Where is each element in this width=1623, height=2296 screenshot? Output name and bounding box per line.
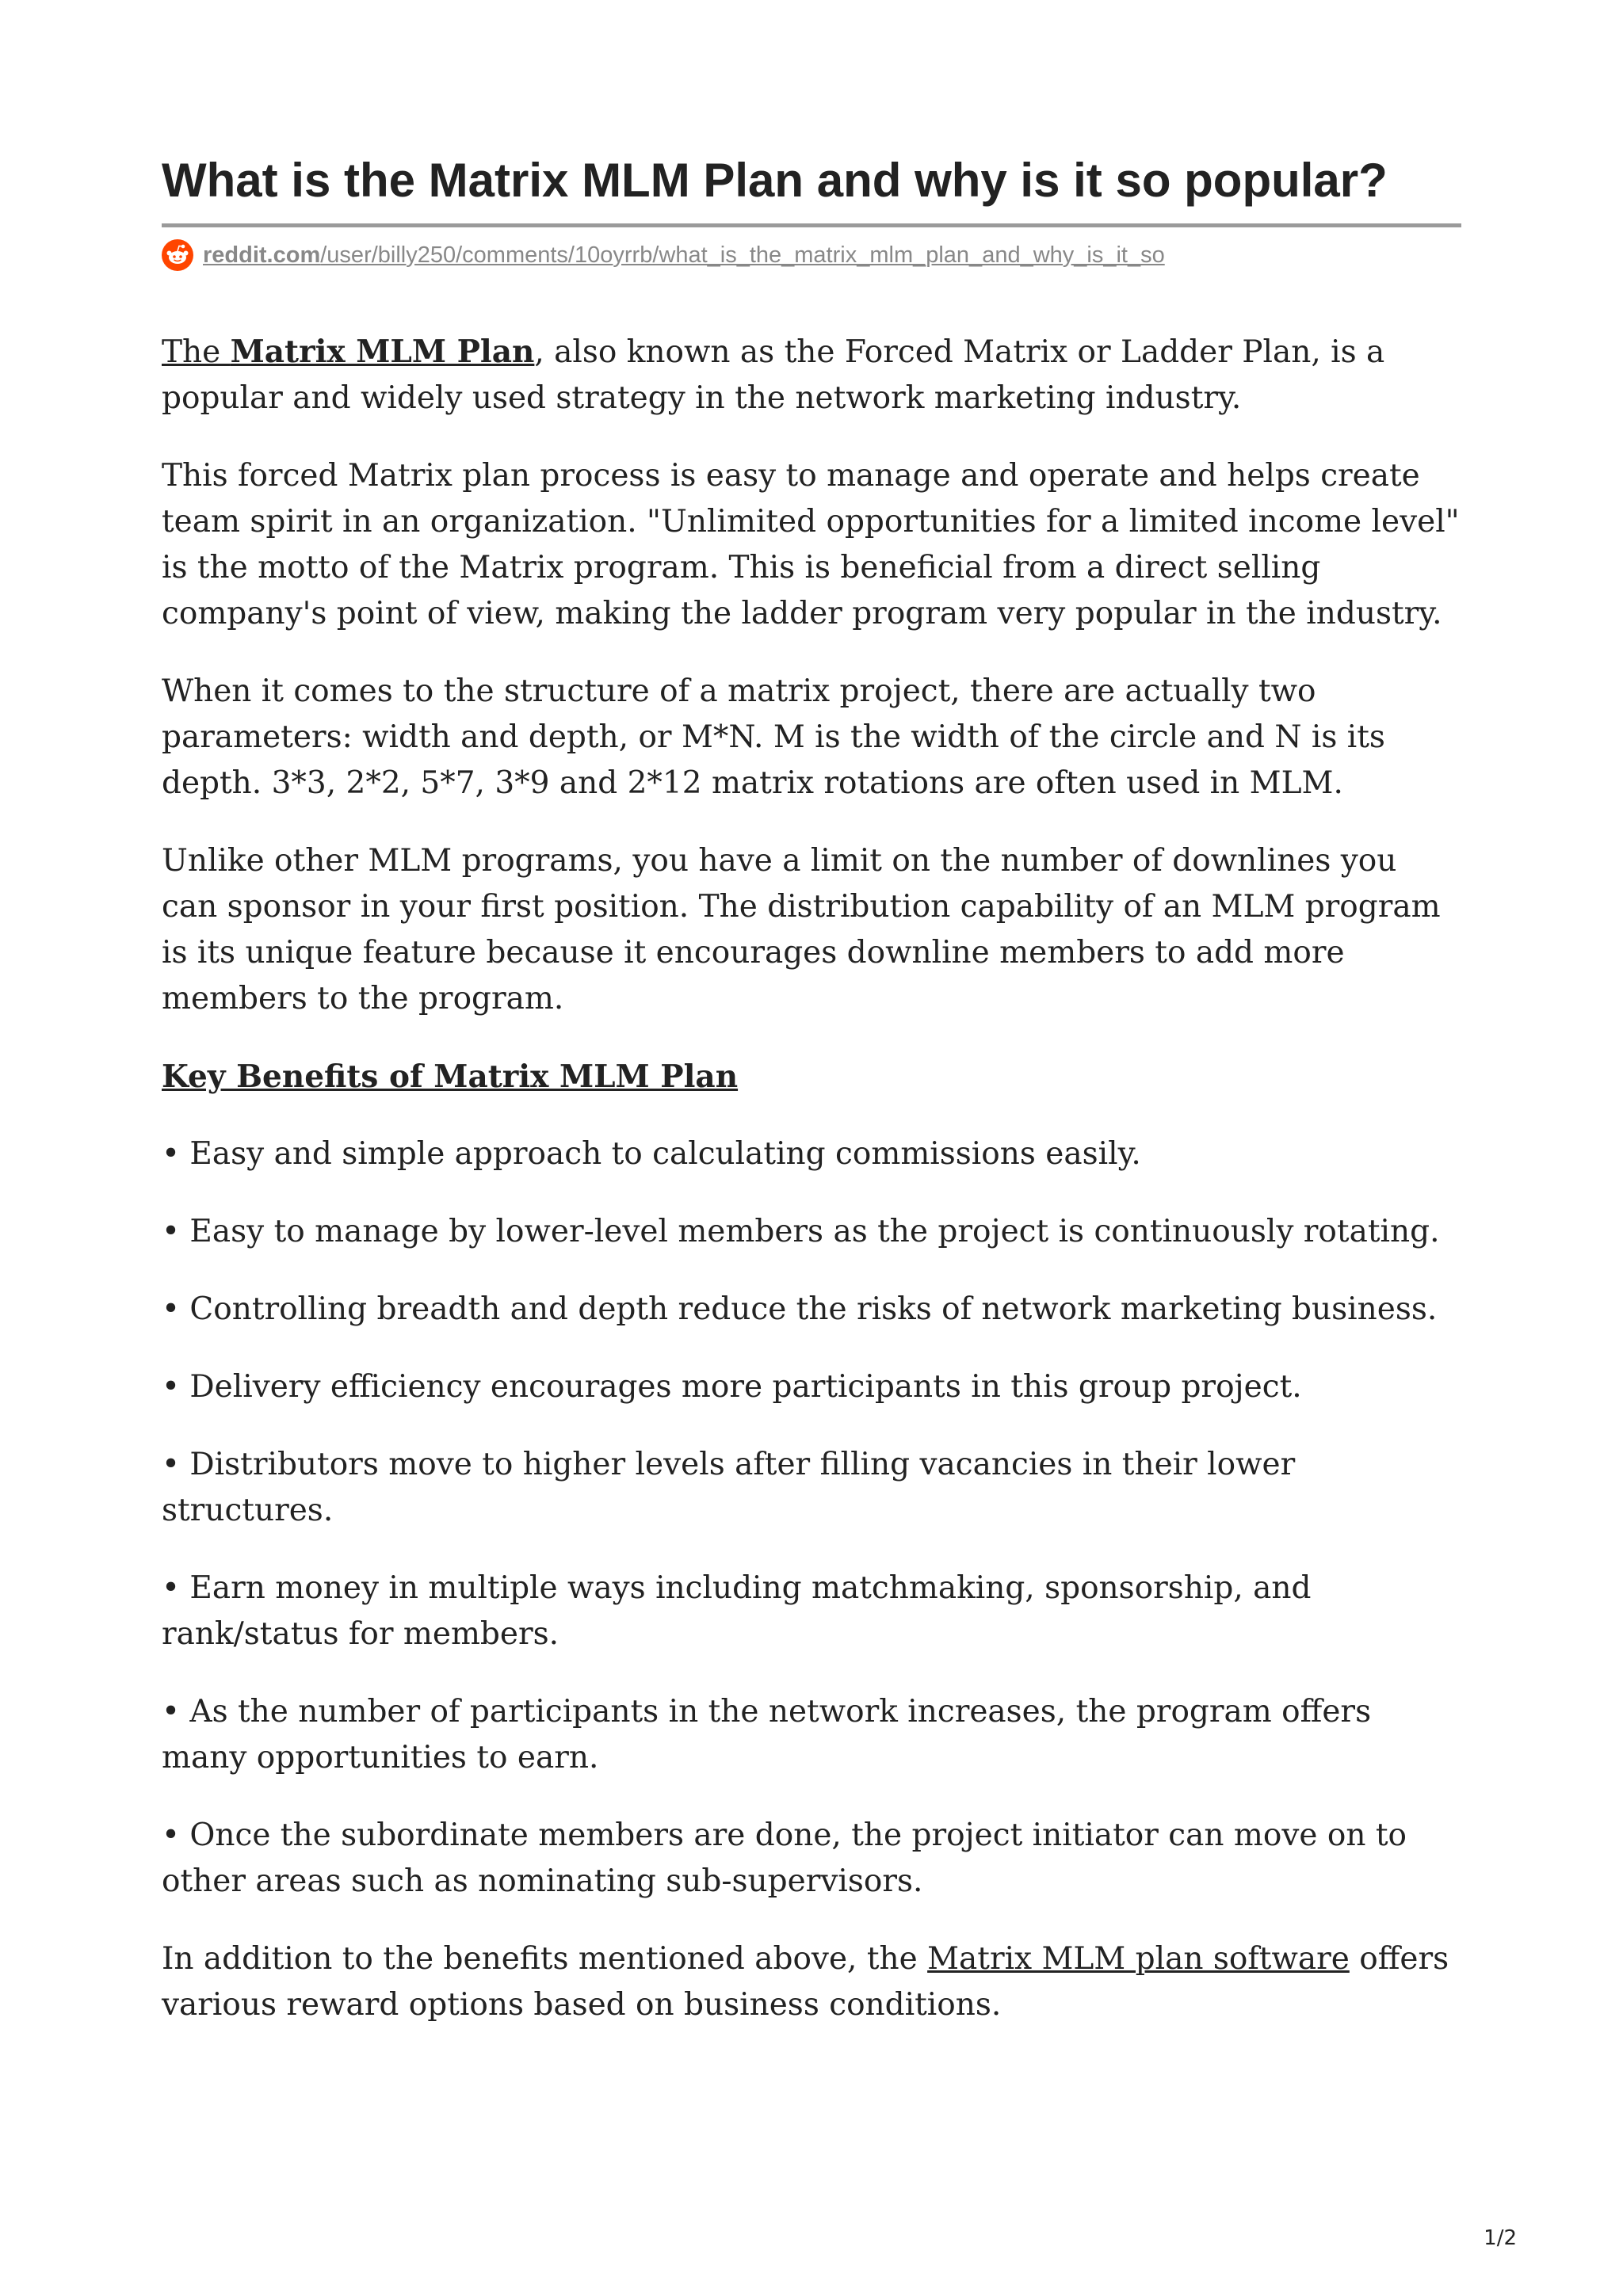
benefit-item: • Controlling breadth and depth reduce the risks of network marketing business. xyxy=(162,1291,1438,1327)
benefit-item: • Distributors move to higher levels after filling vacancies in their lower structures. xyxy=(162,1447,1296,1528)
intro-link-bold: Matrix MLM Plan xyxy=(230,334,535,370)
title-divider xyxy=(162,223,1461,227)
closing-before: In addition to the benefits mentioned above, the xyxy=(162,1941,928,1977)
source-url-link[interactable] xyxy=(203,242,1165,269)
page-number: 1/2 xyxy=(1484,2226,1517,2250)
benefit-item: • Once the subordinate members are done, the project initiator can move on to other areas such as nominating sub-supervisors. xyxy=(162,1817,1407,1899)
paragraph: Unlike other MLM programs, you have a limit on the number of downlines you can sponsor in your first position. The distribution capability of an MLM program is its unique feature because it encourages downline members to add more members to the program. xyxy=(162,843,1441,1016)
reddit-icon xyxy=(162,239,193,271)
source-domain: reddit.com xyxy=(203,242,321,268)
article-body xyxy=(162,329,1461,2028)
benefit-item: • Easy to manage by lower-level members as the project is continuously rotating. xyxy=(162,1214,1440,1249)
paragraph: This forced Matrix plan process is easy to manage and operate and helps create team spirit in an organization. "Unlimited opportunities for a limited income level" is the motto of the Matrix program. This is beneficial from a direct selling company's point of view, making the ladder program very popular in the industry. xyxy=(162,458,1460,631)
matrix-mlm-software-link[interactable]: Matrix MLM plan software xyxy=(927,1941,1350,1977)
benefit-item: • Easy and simple approach to calculating commissions easily. xyxy=(162,1136,1141,1172)
page-title: What is the Matrix MLM Plan and why is it so popular? xyxy=(162,154,1388,207)
source-path: /user/billy250/comments/10oyrrb/what_is_the_matrix_mlm_plan_and_why_is_it_so xyxy=(320,242,1165,268)
matrix-mlm-plan-link[interactable] xyxy=(162,334,534,370)
intro-paragraph xyxy=(162,329,1461,421)
article xyxy=(162,149,1461,2028)
intro-rest: , also known as the Forced Matrix or Ladder Plan, is a popular and widely used strategy in the network marketing industry. xyxy=(162,334,1385,416)
paragraph: When it comes to the structure of a matrix project, there are actually two parameters: width and depth, or M*N. M is the width of the circle and N is its depth. 3*3, 2*2, 5*7, 3*9 and 2*12 matrix rotations are often used in MLM. xyxy=(162,673,1385,801)
closing-paragraph xyxy=(162,1936,1461,2028)
closing-after: offers various reward options based on business conditions. xyxy=(162,1941,1449,2023)
benefit-item: • Delivery efficiency encourages more participants in this group project. xyxy=(162,1369,1302,1405)
benefits-heading: Key Benefits of Matrix MLM Plan xyxy=(162,1058,739,1095)
intro-link-prefix: The xyxy=(162,334,231,370)
benefit-item: • As the number of participants in the network increases, the program offers many opportunities to earn. xyxy=(162,1694,1372,1775)
benefit-item: • Earn money in multiple ways including matchmaking, sponsorship, and rank/status for members. xyxy=(162,1570,1312,1652)
source-line xyxy=(162,237,1461,273)
